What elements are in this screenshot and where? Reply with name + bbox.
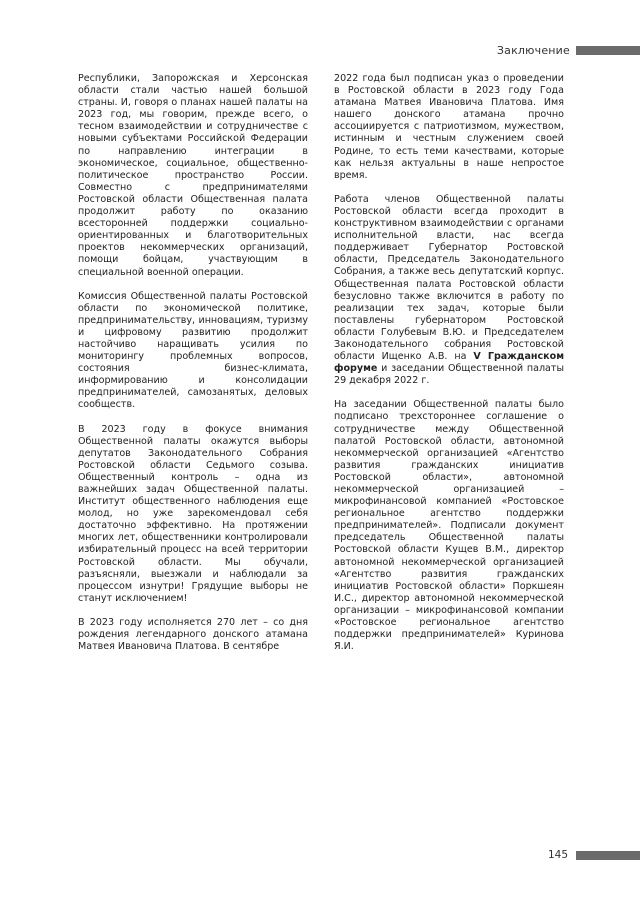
paragraph: В 2023 году исполняется 270 лет – со дня рождения легендарного донского атамана Матвея Ивановича Платова. В сентябре: [78, 616, 308, 653]
page-number: 145: [547, 849, 568, 861]
section-title: Заключение: [496, 43, 570, 57]
paragraph: 2022 года был подписан указ о проведении в Ростовской области в 2023 году Года атамана Матвея Ивановича Платова. Имя нашего донского атамана прочно ассоциируется с патриотизмом, мужеством, истинным и честным служением своей Родине, то есть теми качествами, которые как нельзя актуальны в наше непростое время.: [334, 73, 564, 181]
forum-name-bold: V Гражданском форуме: [334, 351, 564, 375]
page-header: [497, 42, 640, 58]
paragraph-with-emphasis: [334, 194, 564, 388]
paragraph-text: и заседании Общественной палаты 29 декабря 2022 г.: [334, 363, 564, 387]
paragraph: На заседании Общественной палаты было подписано трехстороннее соглашение о сотрудничестве между Общественной палатой Ростовской области, автономной некоммерческой организацией «Агентство развития гражданских инициатив Ростовской области», автономной некоммерческой организацией – микрофинансовой компанией «Ростовское региональное агентство поддержки предпринимателей». Подписали документ председатель Общественной палаты Ростовской области Кущев В.М., директор автономной некоммерческой организацией «Агентство развития гражданских инициатив Ростовской области» Поркшеян И.С., директор автономной некоммерческой организации – микрофинансовой компании «Ростовское региональное агентство поддержки предпринимателей» Куринова Я.И.: [334, 399, 564, 653]
paragraph-text: Работа членов Общественной палаты Ростовской области всегда проходит в конструктивном взаимодействии с органами исполнительной власти, нас всегда поддерживает Губернатор Ростовской области, Председатель Законодательного Собрания, а также весь депутатский корпус. Общественная палата Ростовской области безусловно также включится в работу по реализации тех задач, которые были поставлены губернатором Ростовской области Голубевым В.Ю. и Председателем Законодательного собрания Ростовской области Ищенко А.В. на: [334, 193, 564, 363]
page-footer: [548, 849, 640, 861]
footer-decorative-bar: [576, 851, 640, 860]
right-text-column: [334, 73, 564, 665]
paragraph: Комиссия Общественной палаты Ростовской области по экономической политике, предпринимательству, инновациям, туризму и цифровому развитию продолжит настойчиво наращивать усилия по мониторингу проблемных вопросов, состояния бизнес-климата, информированию и консолидации предпринимателей, самозанятых, деловых сообществ.: [78, 290, 308, 411]
left-text-column: [78, 73, 308, 665]
paragraph: Республики, Запорожская и Херсонская области стали частью нашей большой страны. И, говоря о планах нашей палаты на 2023 год, мы говорим, прежде всего, о тесном взаимодействии и сотрудничестве с новыми субъектами Российской Федерации по направлению интеграции в экономическое, социальное, общественно-политическое пространство России. Совместно с предпринимателями Ростовской области Общественная палата продолжит работу по оказанию всесторонней поддержки социально-ориентированных и благотворительных проектов некоммерческих организаций, помощи бойцам, участвующим в специальной военной операции.: [78, 73, 308, 278]
paragraph: В 2023 году в фокусе внимания Общественной палаты окажутся выборы депутатов Законодательного Собрания Ростовской области Седьмого созыва. Общественный контроль – одна из важнейших задач Общественной палаты. Институт общественного наблюдения еще молод, но уже зарекомендовал себя достаточно эффективно. На протяжении многих лет, общественники контролировали избирательный процесс на всей территории Ростовской области. Мы обучали, разъясняли, выезжали и наблюдали за процессом изнутри! Грядущие выборы не станут исключением!: [78, 423, 308, 604]
header-decorative-bar: [576, 46, 640, 55]
